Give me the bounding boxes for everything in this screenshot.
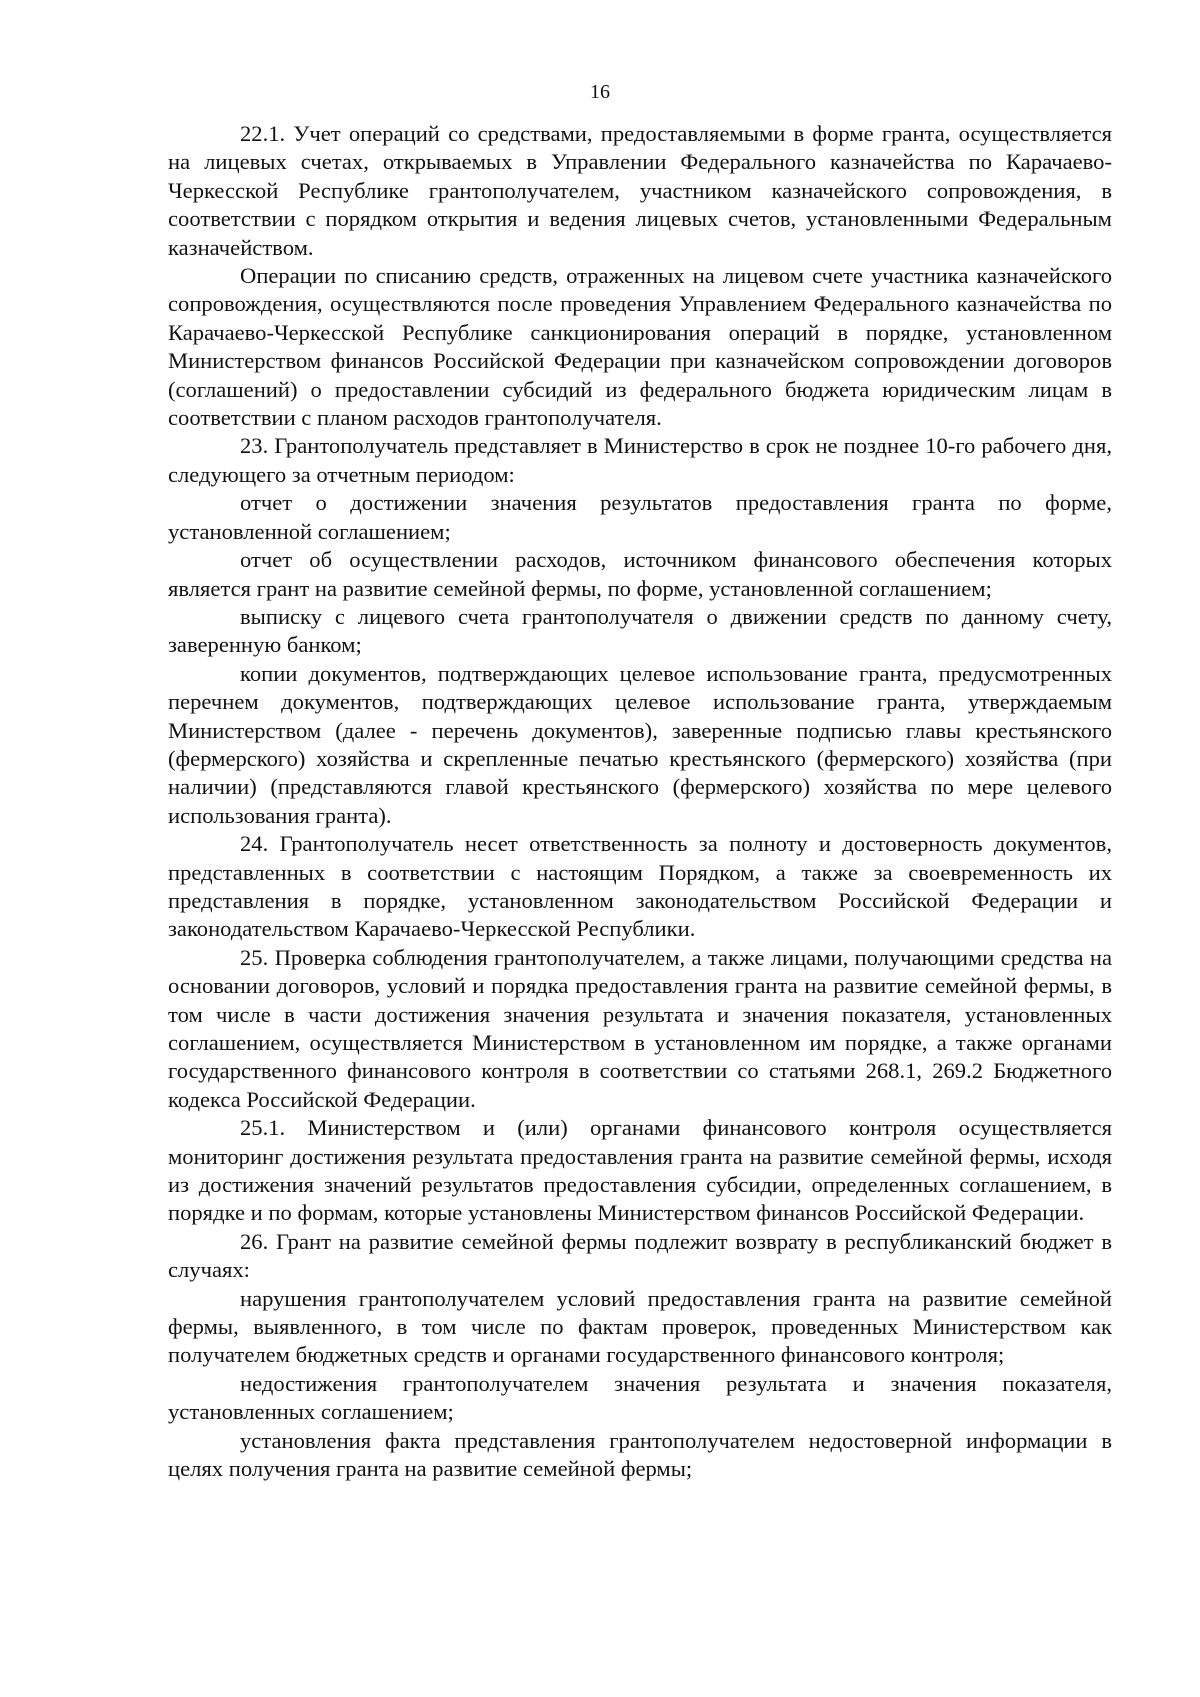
document-body [168, 120, 1112, 1484]
list-item-non-achievement: недостижения грантополучателем значения результата и значения показателя, установленных соглашением; [168, 1370, 1112, 1425]
paragraph-25-1: 25.1. Министерством и (или) органами финансового контроля осуществляется мониторинг достижения результата предоставления гранта на развитие семейной фермы, исходя из достижения значений результатов предоставления субсидии, определенных соглашением, в порядке и по формам, которые установлены Министерством финансов Российской Федерации. [168, 1115, 1112, 1226]
list-item-false-information: установления факта представления грантополучателем недостоверной информации в целях получения гранта на развитие семейной фермы; [168, 1427, 1112, 1482]
page-number: 16 [590, 81, 610, 103]
paragraph-23: 23. Грантополучатель представляет в Министерство в срок не позднее 10-го рабочего дня, следующего за отчетным периодом: [168, 433, 1112, 487]
list-item-expenses-report: отчет об осуществлении расходов, источником финансового обеспечения которых является грант на развитие семейной фермы, по форме, установленной соглашением; [168, 547, 1112, 601]
paragraph-24: 24. Грантополучатель несет ответственность за полноту и достоверность документов, представленных в соответствии с настоящим Порядком, а также за своевременность их представления в порядке, установленном законодательством Российской Федерации и законодательством Карачаево-Черкесской Республики. [168, 831, 1112, 942]
paragraph-25: 25. Проверка соблюдения грантополучателем, а также лицами, получающими средства на основании договоров, условий и порядка предоставления гранта на развитие семейной фермы, в том числе в части достижения значения результата и значения показателя, установленных соглашением, осуществляется Министерством в установленном им порядке, а также органами государственного финансового контроля в соответствии со статьями 268.1, 269.2 Бюджетного кодекса Российской Федерации. [168, 944, 1112, 1112]
paragraph-22-1: 22.1. Учет операций со средствами, предоставляемыми в форме гранта, осуществляется на лицевых счетах, открываемых в Управлении Федерального казначейства по Карачаево-Черкесской Республике грантополучателем, участником казначейского сопровождения, в соответствии с порядком открытия и ведения лицевых счетов, установленными Федеральным казначейством. [168, 121, 1112, 260]
list-item-document-copies: копии документов, подтверждающих целевое использование гранта, предусмотренных перечнем документов, подтверждающих целевое использование гранта, утверждаемым Министерством (далее - перечень документов), заверенные подписью главы крестьянского (фермерского) хозяйства и скрепленные печатью крестьянского (фермерского) хозяйства (при наличии) (представляются главой крестьянского (фермерского) хозяйства по мере целевого использования гранта). [168, 660, 1112, 828]
list-item-results-report: отчет о достижении значения результатов предоставления гранта по форме, установленной соглашением; [168, 490, 1112, 544]
list-item-account-statement: выписку с лицевого счета грантополучателя о движении средств по данному счету, заверенную банком; [168, 603, 1112, 658]
paragraph-write-off-operations: Операции по списанию средств, отраженных на лицевом счете участника казначейского сопровождения, осуществляются после проведения Управлением Федерального казначейства по Карачаево-Черкесской Республике санкционирования операций в порядке, установленном Министерством финансов Российской Федерации при казначейском сопровождении договоров (соглашений) о предоставлении субсидий из федерального бюджета юридическим лицам в соответствии с планом расходов грантополучателя. [168, 263, 1112, 431]
paragraph-26: 26. Грант на развитие семейной фермы подлежит возврату в республиканский бюджет в случаях: [168, 1228, 1112, 1283]
list-item-violation: нарушения грантополучателем условий предоставления гранта на развитие семейной фермы, выявленного, в том числе по фактам проверок, проведенных Министерством как получателем бюджетных средств и органами государственного финансового контроля; [168, 1285, 1112, 1368]
